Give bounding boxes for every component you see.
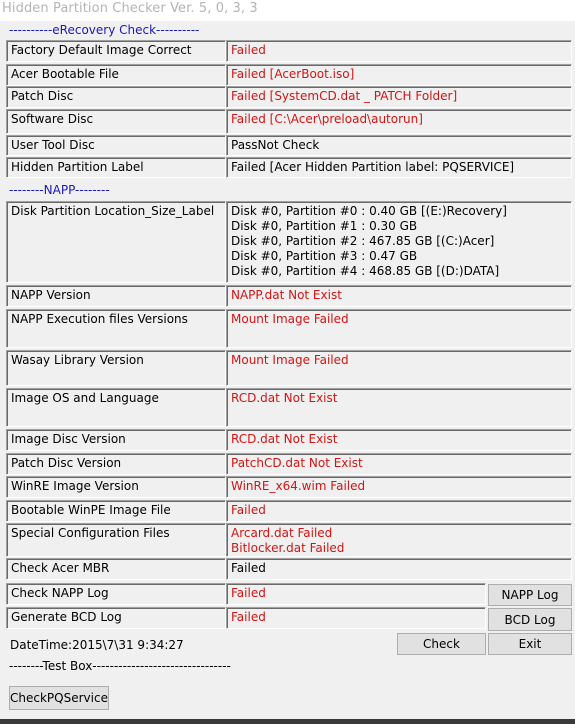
acer-bootable-value: Failed [AcerBoot.iso]	[226, 64, 572, 86]
partition-line: Disk #0, Partition #2 : 467.85 GB [(C:)Acer]	[231, 234, 495, 248]
bootable-winpe-label: Bootable WinPE Image File	[6, 500, 226, 522]
patch-disc-label: Patch Disc	[6, 86, 226, 108]
patch-disc-version-value: PatchCD.dat Not Exist	[226, 453, 572, 475]
exit-button[interactable]: Exit	[488, 633, 572, 655]
check-button[interactable]: Check	[397, 633, 486, 655]
wasay-library-label: Wasay Library Version	[6, 350, 226, 386]
napp-exec-versions-label: NAPP Execution files Versions	[6, 309, 226, 348]
special-config-label: Special Configuration Files	[6, 523, 226, 557]
bootable-winpe-value: Failed	[226, 500, 572, 522]
partition-line: Disk #0, Partition #3 : 0.47 GB	[231, 249, 418, 263]
software-disc-value: Failed [C:\Acer\preload\autorun]	[226, 109, 572, 134]
hidden-partition-label-value: Failed [Acer Hidden Partition label: PQSERVICE]	[226, 157, 572, 178]
software-disc-label: Software Disc	[6, 109, 226, 134]
generate-bcd-log-label: Generate BCD Log	[6, 607, 226, 629]
partition-line: Disk #0, Partition #4 : 468.85 GB [(D:)DATA]	[231, 264, 500, 278]
check-napp-log-value: Failed	[226, 583, 486, 605]
title-bar	[0, 0, 575, 21]
check-acer-mbr-label: Check Acer MBR	[6, 558, 226, 580]
image-disc-version-value: RCD.dat Not Exist	[226, 429, 572, 451]
check-pq-service-button[interactable]: CheckPQService	[9, 686, 109, 710]
disk-partition-label: Disk Partition Location_Size_Label	[6, 201, 226, 283]
image-os-language-value: RCD.dat Not Exist	[226, 388, 572, 427]
patch-disc-version-label: Patch Disc Version	[6, 453, 226, 475]
erecovery-section-header: ----------eRecovery Check----------	[9, 23, 200, 37]
user-tool-disc-value: PassNot Check	[226, 135, 572, 156]
check-acer-mbr-value: Failed	[226, 558, 572, 580]
disk-partition-value	[226, 201, 572, 283]
user-tool-disc-label: User Tool Disc	[6, 135, 226, 156]
partition-line: Disk #0, Partition #0 : 0.40 GB [(E:)Recovery]	[231, 204, 507, 218]
hidden-partition-label-label: Hidden Partition Label	[6, 157, 226, 178]
napp-version-value: NAPP.dat Not Exist	[226, 285, 572, 307]
bcd-log-button[interactable]: BCD Log	[488, 608, 572, 631]
image-os-language-label: Image OS and Language	[6, 388, 226, 427]
napp-version-label: NAPP Version	[6, 285, 226, 307]
factory-default-value: Failed	[226, 40, 572, 62]
wasay-library-value: Mount Image Failed	[226, 350, 572, 386]
partition-line: Disk #0, Partition #1 : 0.30 GB	[231, 219, 418, 233]
window-bottom-edge	[0, 719, 575, 724]
check-napp-log-label: Check NAPP Log	[6, 583, 226, 605]
factory-default-label: Factory Default Image Correct	[6, 40, 226, 62]
test-box-header: --------Test Box--------------------------------	[9, 659, 231, 673]
window-title: Hidden Partition Checker Ver. 5, 0, 3, 3	[2, 1, 258, 16]
config-file-line: Bitlocker.dat Failed	[231, 541, 345, 555]
napp-section-header: --------NAPP--------	[9, 183, 110, 197]
winre-image-version-label: WinRE Image Version	[6, 476, 226, 498]
image-disc-version-label: Image Disc Version	[6, 429, 226, 451]
special-config-value	[226, 523, 572, 557]
acer-bootable-label: Acer Bootable File	[6, 64, 226, 86]
datetime-label: DateTime:2015\7\31 9:34:27	[10, 638, 184, 652]
patch-disc-value: Failed [SystemCD.dat _ PATCH Folder]	[226, 86, 572, 108]
config-file-line: Arcard.dat Failed	[231, 526, 333, 540]
winre-image-version-value: WinRE_x64.wim Failed	[226, 476, 572, 498]
generate-bcd-log-value: Failed	[226, 607, 486, 629]
napp-exec-versions-value: Mount Image Failed	[226, 309, 572, 348]
napp-log-button[interactable]: NAPP Log	[488, 584, 572, 606]
